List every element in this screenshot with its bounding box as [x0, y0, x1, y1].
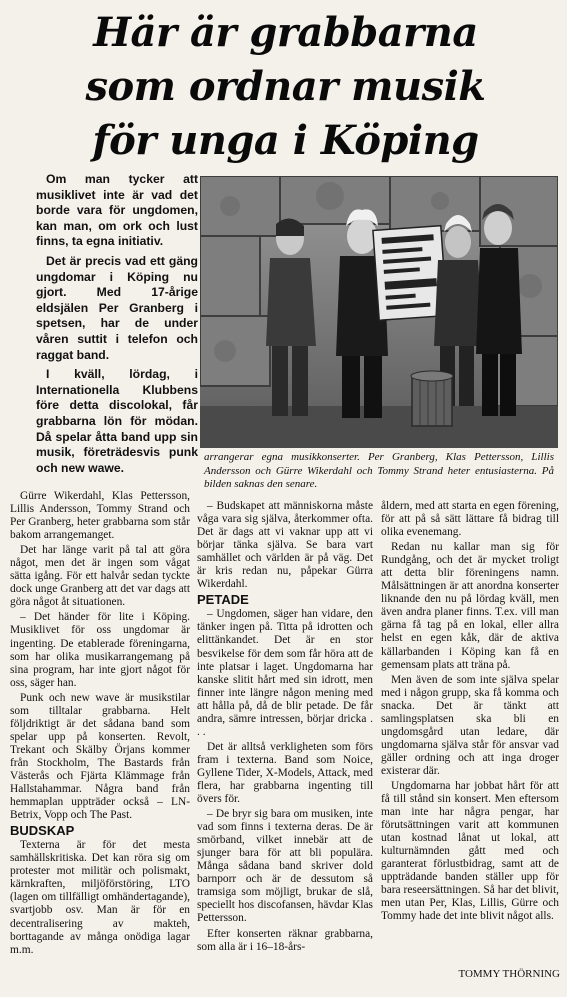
col2-paragraph-3: Det är alltså verkligheten som förs fram i texterna. Band som Noice, Gyllene Tider, X-Models, Attack, med flera, har grabbarna ingenting till övers för.	[197, 740, 373, 806]
headline-line-1: Här är grabbarna	[93, 9, 478, 56]
group-photo	[200, 176, 558, 448]
byline: TOMMY THÖRNING	[458, 968, 560, 980]
col3-paragraph-4: Ungdomarna har jobbat hårt för att få till stånd sin konsert. Men eftersom man inte har några pengar, har förutsättningen varit att kommunen utan kostnad lånat ut lokal, att kulturnämnden gått med och garanterat förlustbidrag, samt att de uppträdande banden ställer upp för bara reseersättningen. Så har det blivit, men utan Per, Klas, Lillis, Gürre och Tommy hade det inte blivit något alls.	[381, 779, 559, 923]
group-photo-illustration	[200, 176, 558, 448]
col1-paragraph-1: Gürre Wikerdahl, Klas Pettersson, Lillis Andersson, Tommy Strand och Per Granberg, heter grabbarna som står bakom arrangemanget.	[10, 490, 190, 542]
lead-paragraph-2: Det är precis vad ett gäng ungdomar i Köping nu gjort. Med 17-årige eldsjälen Per Granberg i spetsen, har de under våren suttit i telefon och raggat band.	[36, 253, 198, 362]
col1-paragraph-4: Punk och new wave är musikstilar som tilltalar grabbarna. Helt följdriktigt är det sådana band som spelar upp på konserten. Revolt, Trekant och Skälby Örjans kommer från Stockholm, The Bastards från Västerås och Fjärta Klämmage från Hallstahammar. Några band från hemmaplan uppträder också – LN-Betrix, Vopp och The Past.	[10, 691, 190, 822]
col2-paragraph-4: – De bryr sig bara om musiken, inte vad som finns i texterna deras. De är smörband, vilket innebär att de sjunger bara för att bli populära. Många sådana band skriver dold barnporr och är de dessutom så tramsiga som möjligt, brukar de slå, speciellt hos discofansen, hävdar Klas Pettersson.	[197, 808, 373, 925]
subhead-budskap: BUDSKAP	[10, 823, 75, 839]
lead-paragraphs	[36, 172, 198, 480]
headline	[8, 6, 563, 168]
col1-paragraph-5: Texterna är för det mesta samhällskritiska. Det kan röra sig om protester mot militär och polismakt, kärnkraften, miljöförstöring, LTO (lagen om tillfälligt omhändertagande), svartjobb osv. Man är för en decentralisering av makteh, borttagande av många onödiga lagar m.m.	[10, 839, 190, 956]
subhead-petade: PETADE	[197, 592, 249, 608]
article-column-1	[10, 490, 190, 959]
article-column-2	[197, 500, 373, 956]
col3-paragraph-1: åldern, med att starta en egen förening, för att på så sätt lättare få bidrag till olika evenemang.	[381, 500, 559, 539]
headline-line-2: som ordnar musik	[85, 63, 486, 110]
col2-paragraph-5: Efter konserten räknar grabbarna, som alla är i 16–18-års-	[197, 927, 373, 953]
lead-paragraph-1: Om man tycker att musiklivet inte är vad det borde vara för ungdomen, kan man, om ork och lust finns, ta egna initiativ.	[36, 172, 198, 249]
col1-paragraph-2: Det har länge varit på tal att göra något, men det är ingen som vågat sätta igång. För ett halvår sedan tyckte dock unge Granberg att det var dags att göra något åt situationen.	[10, 544, 190, 609]
lead-paragraph-3: I kväll, lördag, i Internationella Klubbens före detta discolokal, får grabbarna lön för mödan. Då spelar åtta band upp sin musik, företrädesvis punk och new wawe.	[36, 367, 198, 475]
headline-line-3: för unga i Köping	[92, 117, 479, 164]
photo-caption: arrangerar egna musikkonserter. Per Granberg, Klas Pettersson, Lillis Andersson och Gürre Wikerdahl och Tommy Strand heter entusiasterna. På bilden saknas den senare.	[204, 451, 554, 491]
col2-paragraph-1: – Budskapet att människorna måste våga vara sig själva, återkommer ofta. Det är dags att vi vaknar upp att vi börjar tänka själva. Se bara vart samhället och världen är på väg. Det är kris redan nu, påpekar Gürra Wikerdahl.	[197, 500, 373, 591]
col2-paragraph-2: – Ungdomen, säger han vidare, den tänker ingen på. Titta på idrotten och elittänkandet. Det är en stor besvikelse för dem som får höra att de inte platsar i laget. Ungdomarna har kanske slitit hårt med sin idrott, men finner inte längre någon mening med att hålla på, då de blir petade. De får andra, sämre intressen, börjar dricka . . .	[197, 608, 373, 738]
article-column-3	[381, 500, 559, 926]
col1-paragraph-3: – Det händer för lite i Köping. Musiklivet för oss ungdomar är ingenting. De etablerade föreningarna, som har olika musikarrangemang på sina program, har inte gjort något för oss, säger han.	[10, 611, 190, 689]
col3-paragraph-3: Men även de som inte själva spelar med i någon grupp, ska få komma och snacka. Det är tänkt att samlingsplatsen ska bli en ungdomsgård utan ledare, där ungdomarna själva står för ansvar vad gäller ordning och att inga droger existerar där.	[381, 673, 559, 777]
col3-paragraph-2: Redan nu kallar man sig för Rundgång, och det är mycket troligt att detta blir föreningens namn. Målsättningen är att anordna konserter liknande den nu på lördag kväll, men även andra planer finns. T.ex. vill man gärna få tag på en lokal, eller allra helst en egen kåk, där de aktiva källarbanden i Köping kan få en gemensam plats att träna på.	[381, 541, 559, 671]
